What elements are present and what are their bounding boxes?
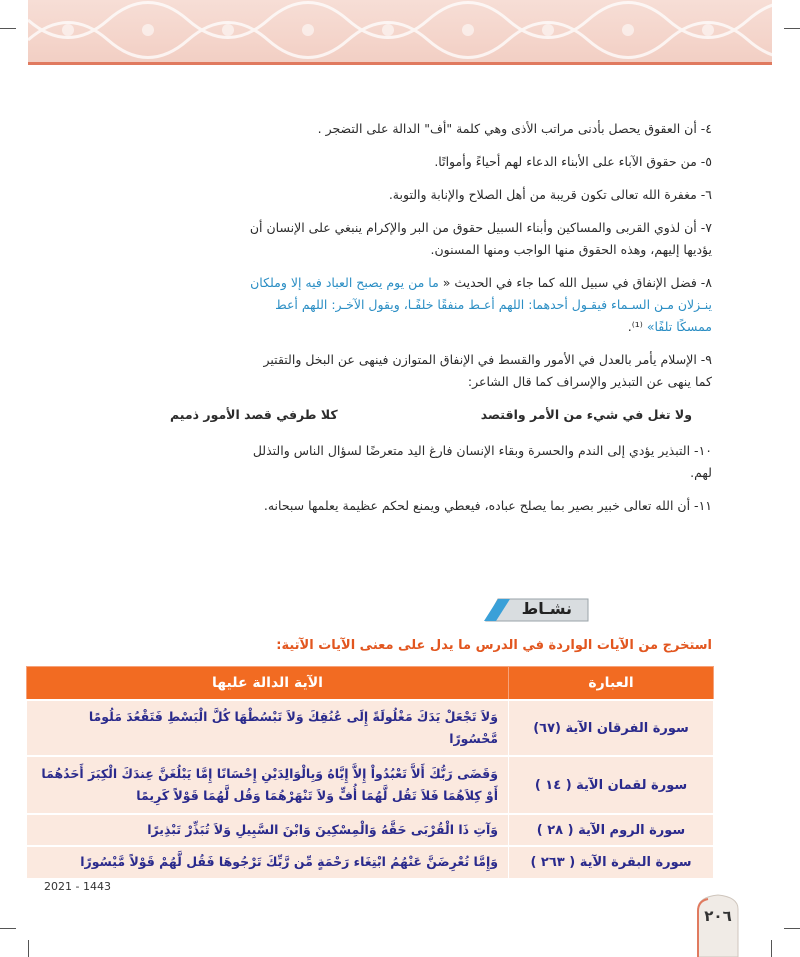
point-6 <box>130 184 712 206</box>
column-header: الآية الدالة عليها <box>27 667 509 701</box>
text-line: ٥- من حقوق الآباء على الأبناء الدعاء لهم أحياءً وأمواتًا. <box>434 154 712 169</box>
verse-cell: وَآتِ ذَا الْقُرْبَى حَقَّهُ وَالْمِسْكِينَ وَابْنَ السَّبِيلِ وَلاَ تُبَذِّرْ تَبْذِيرًا <box>27 814 509 846</box>
page-badge-shape-icon <box>694 893 742 957</box>
text-line: ٧- أن لذوي القربى والمساكين وأبناء السبيل حقوق من البر والإكرام ينبغي على الإنسان أن <box>249 220 712 235</box>
text-line: ١٠- التبذير يؤدي إلى الندم والحسرة وبقاء الإنسان فارغ اليد متعرضًا لسؤال الناس والتذلل <box>252 443 712 458</box>
text-line <box>130 316 712 338</box>
lesson-points <box>130 118 712 528</box>
point-8 <box>130 272 712 338</box>
point-9 <box>130 349 712 393</box>
edition-year: 2021 - 1443 <box>44 880 111 893</box>
surah-reference: سورة البقرة الآية ( ٢٦٣ ) <box>509 846 714 878</box>
text-line <box>130 272 712 294</box>
point-7 <box>130 217 712 261</box>
poem-verse <box>170 404 692 426</box>
page-number-badge <box>694 893 742 957</box>
activity-tab <box>484 596 592 624</box>
text-line: ٦- مغفرة الله تعالى تكون قريبة من أهل الصلاح والإنابة والتوبة. <box>388 187 712 202</box>
text-line: ١١- أن الله تعالى خبير بصير بما يصلح عباده، فيعطي ويمنع لحكم عظيمة يعلمها سبحانه. <box>263 498 712 513</box>
point-4 <box>130 118 712 140</box>
verse-cell: وَلاَ تَجْعَلْ يَدَكَ مَغْلُولَةً إِلَى عُنُقِكَ وَلاَ تَبْسُطْهَا كُلَّ الْبَسْطِ فَتَقْعُدَ مَلُومًا مَّحْسُورًا <box>27 700 509 756</box>
table-header-row <box>27 667 714 701</box>
table-row <box>27 700 714 756</box>
point-11 <box>130 495 712 517</box>
text-line: ٩- الإسلام يأمر بالعدل في الأمور والقسط في الإنفاق المتوازن فينهى عن البخل والتقتير <box>263 352 712 367</box>
text-line: لهم. <box>690 465 712 480</box>
plain-text: ٨- فضل الإنفاق في سبيل الله كما جاء في الحديث « <box>442 275 712 290</box>
page-number: ٢٠٦ <box>704 907 732 925</box>
verse-cell: وَقَضَى رَبُّكَ أَلاَّ تَعْبُدُواْ إِلاَّ إِيَّاهُ وَبِالْوَالِدَيْنِ إِحْسَانًا إِمَّا يَبْلُغَنَّ عِندَكَ الْكِبَرَ أَحَدُهُمَا أَوْ كِلاَهُمَا فَلاَ تَقُل لَّهُمَا أُفٍّ وَلاَ تَنْهَرْهُمَا وَقُل لَّهُمَا قَوْلاً كَرِيمًا <box>27 756 509 814</box>
poem-first-hemistich: ولا تغل في شيء من الأمر واقتصد <box>480 407 692 422</box>
header-banner <box>28 0 772 62</box>
column-header: العبارة <box>509 667 714 701</box>
header-rule <box>28 62 772 65</box>
point-5 <box>130 151 712 173</box>
table-row <box>27 756 714 814</box>
crop-mark <box>0 28 16 29</box>
hadith-text: ينـزلان مـن السـماء فيقـول أحدهما: اللهم أعـط منفقًا خلفًـا، ويقول الآخـر: اللهم أعط <box>275 297 712 312</box>
text-line: كما ينهى عن التبذير والإسراف كما قال الشاعر: <box>467 374 712 389</box>
poem-second-hemistich: كلا طرفي قصد الأمور ذميم <box>170 407 338 422</box>
surah-reference: سورة الروم الآية ( ٢٨ ) <box>509 814 714 846</box>
crop-mark <box>784 28 800 29</box>
text-line: يؤديها إليهم، وهذه الحقوق منها الواجب ومنها المسنون. <box>430 242 712 257</box>
surah-reference: سورة الفرقان الآية (٦٧) <box>509 700 714 756</box>
text-line: ٤- أن العقوق يحصل بأدنى مراتب الأذى وهي كلمة "أف" الدالة على التضجر . <box>317 121 712 136</box>
activity-instruction: استخرج من الآيات الواردة في الدرس ما يدل على معنى الآيات الآتية: <box>276 638 712 653</box>
surah-reference: سورة لقمان الآية ( ١٤ ) <box>509 756 714 814</box>
activity-label: نشـاط <box>521 599 572 618</box>
verse-cell: وَإِمَّا تُعْرِضَنَّ عَنْهُمُ ابْتِغَاء رَحْمَةٍ مِّن رَّبِّكَ تَرْجُوهَا فَقُل لَّهُمْ قَوْلاً مَّيْسُورًا <box>27 846 509 878</box>
crop-mark <box>771 940 772 957</box>
crop-mark <box>0 928 16 929</box>
crop-mark <box>784 928 800 929</box>
table-row <box>27 814 714 846</box>
table-row <box>27 846 714 878</box>
point-10 <box>130 440 712 484</box>
crop-mark <box>28 940 29 957</box>
arabesque-pattern-icon <box>28 0 772 62</box>
footnote-ref: ⁽¹⁾. <box>627 319 647 334</box>
hadith-text: ما من يوم يصبح العباد فيه إلا وملكان <box>250 275 443 290</box>
hadith-text: ممسكًا تلفًا» <box>646 319 712 334</box>
activity-table <box>26 666 714 879</box>
